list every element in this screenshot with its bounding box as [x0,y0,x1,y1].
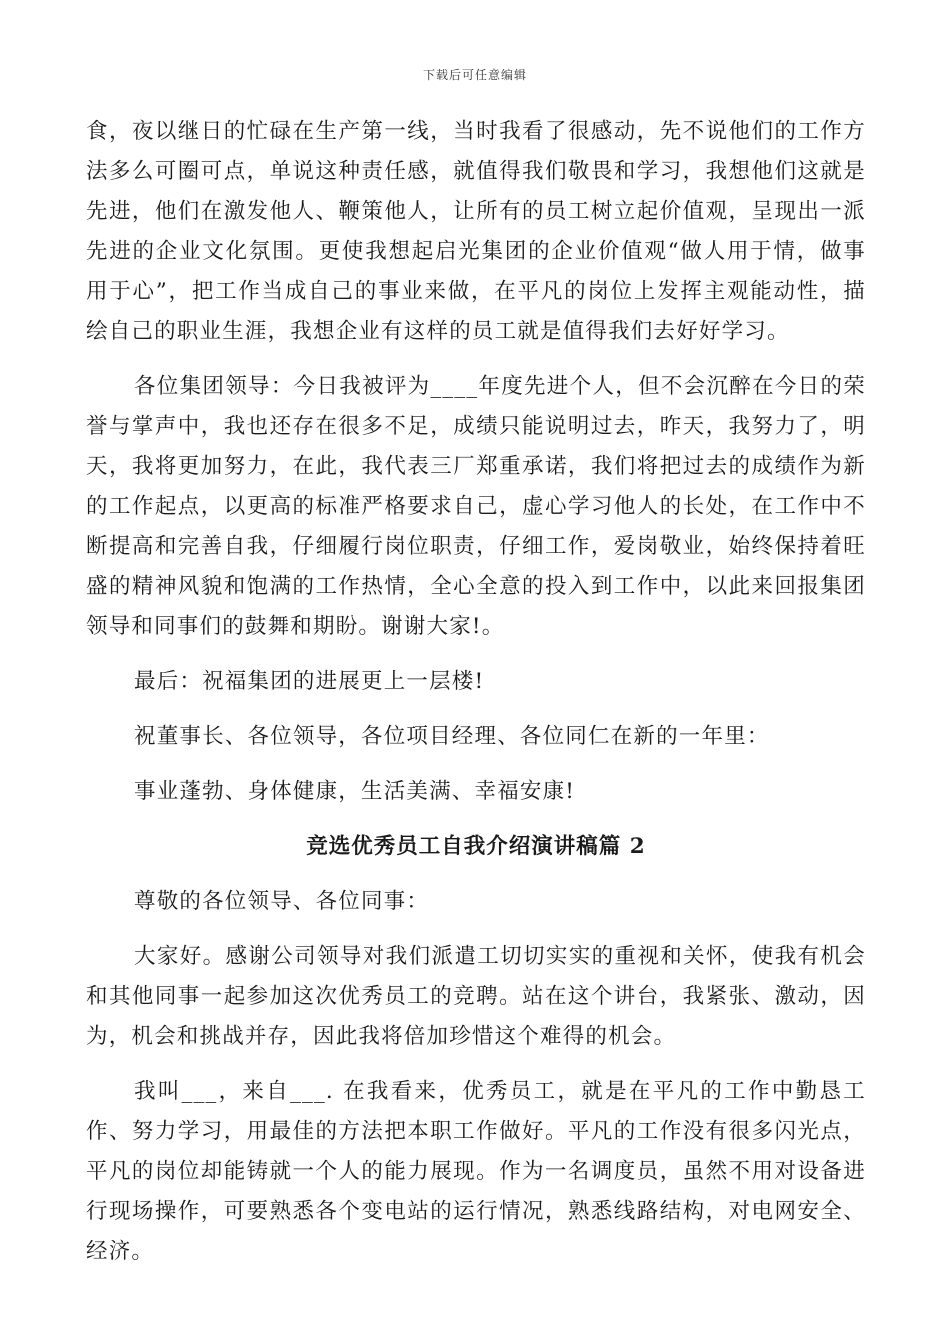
paragraph-3: 最后：祝福集团的进展更上一层楼! [134,669,485,694]
paragraph-1: 食，夜以继日的忙碌在生产第一线，当时我看了很感动，先不说他们的工作方法多么可圈可点，单说这种责任感，就值得我们敬畏和学习，我想他们这就是先进，他们在激发他人、鞭策他人，让所有的员工树立起价值观，呈现出一派先进的企业文化氛围。更使我想起启光集团的企业价值观“做人用于情，做事用于心”，把工作当成自己的事业来做，在平凡的岗位上发挥主观能动性，描绘自己的职业生涯，我想企业有这样的员工就是值得我们去好好学习。 [86,119,866,344]
paragraph-5: 事业蓬勃、身体健康，生活美满、幸福安康! [134,779,576,804]
paragraph-7: 大家好。感谢公司领导对我们派遣工切切实实的重视和关怀，使我有机会和其他同事一起参加这次优秀员工的竞聘。站在这个讲台，我紧张、激动，因为，机会和挑战并存，因此我将倍加珍惜这个难得的机会。 [86,944,866,1049]
header-note: 下载后可任意编辑 [422,68,527,82]
paragraph-6: 尊敬的各位领导、各位同事： [134,889,430,914]
paragraph-2: 各位集团领导：今日我被评为____年度先进个人，但不会沉醉在今日的荣誉与掌声中，我也还存在很多不足，成绩只能说明过去，昨天，我努力了，明天，我将更加努力，在此，我代表三厂郑重承诺，我们将把过去的成绩作为新的工作起点，以更高的标准严格要求自己，虚心学习他人的长处，在工作中不断提高和完善自我，仔细履行岗位职责，仔细工作，爱岗敬业，始终保持着旺盛的精神风貌和饱满的工作热情，全心全意的投入到工作中，以此来回报集团领导和同事们的鼓舞和期盼。谢谢大家!。 [86,374,866,639]
paragraph-8: 我叫___，来自___. 在我看来，优秀员工，就是在平凡的工作中勤恳工作、努力学习，用最佳的方法把本职工作做好。平凡的工作没有很多闪光点，平凡的岗位却能铸就一个人的能力展现。作为一名调度员，虽然不用对设备进行现场操作，可要熟悉各个变电站的运行情况，熟悉线路结构，对电网安全、经济。 [86,1079,866,1264]
section-title: 竞选优秀员工自我介绍演讲稿篇 2 [306,834,646,859]
paragraph-4: 祝董事长、各位领导，各位项目经理、各位同仁在新的一年里： [134,724,770,749]
document-body [86,112,866,1272]
